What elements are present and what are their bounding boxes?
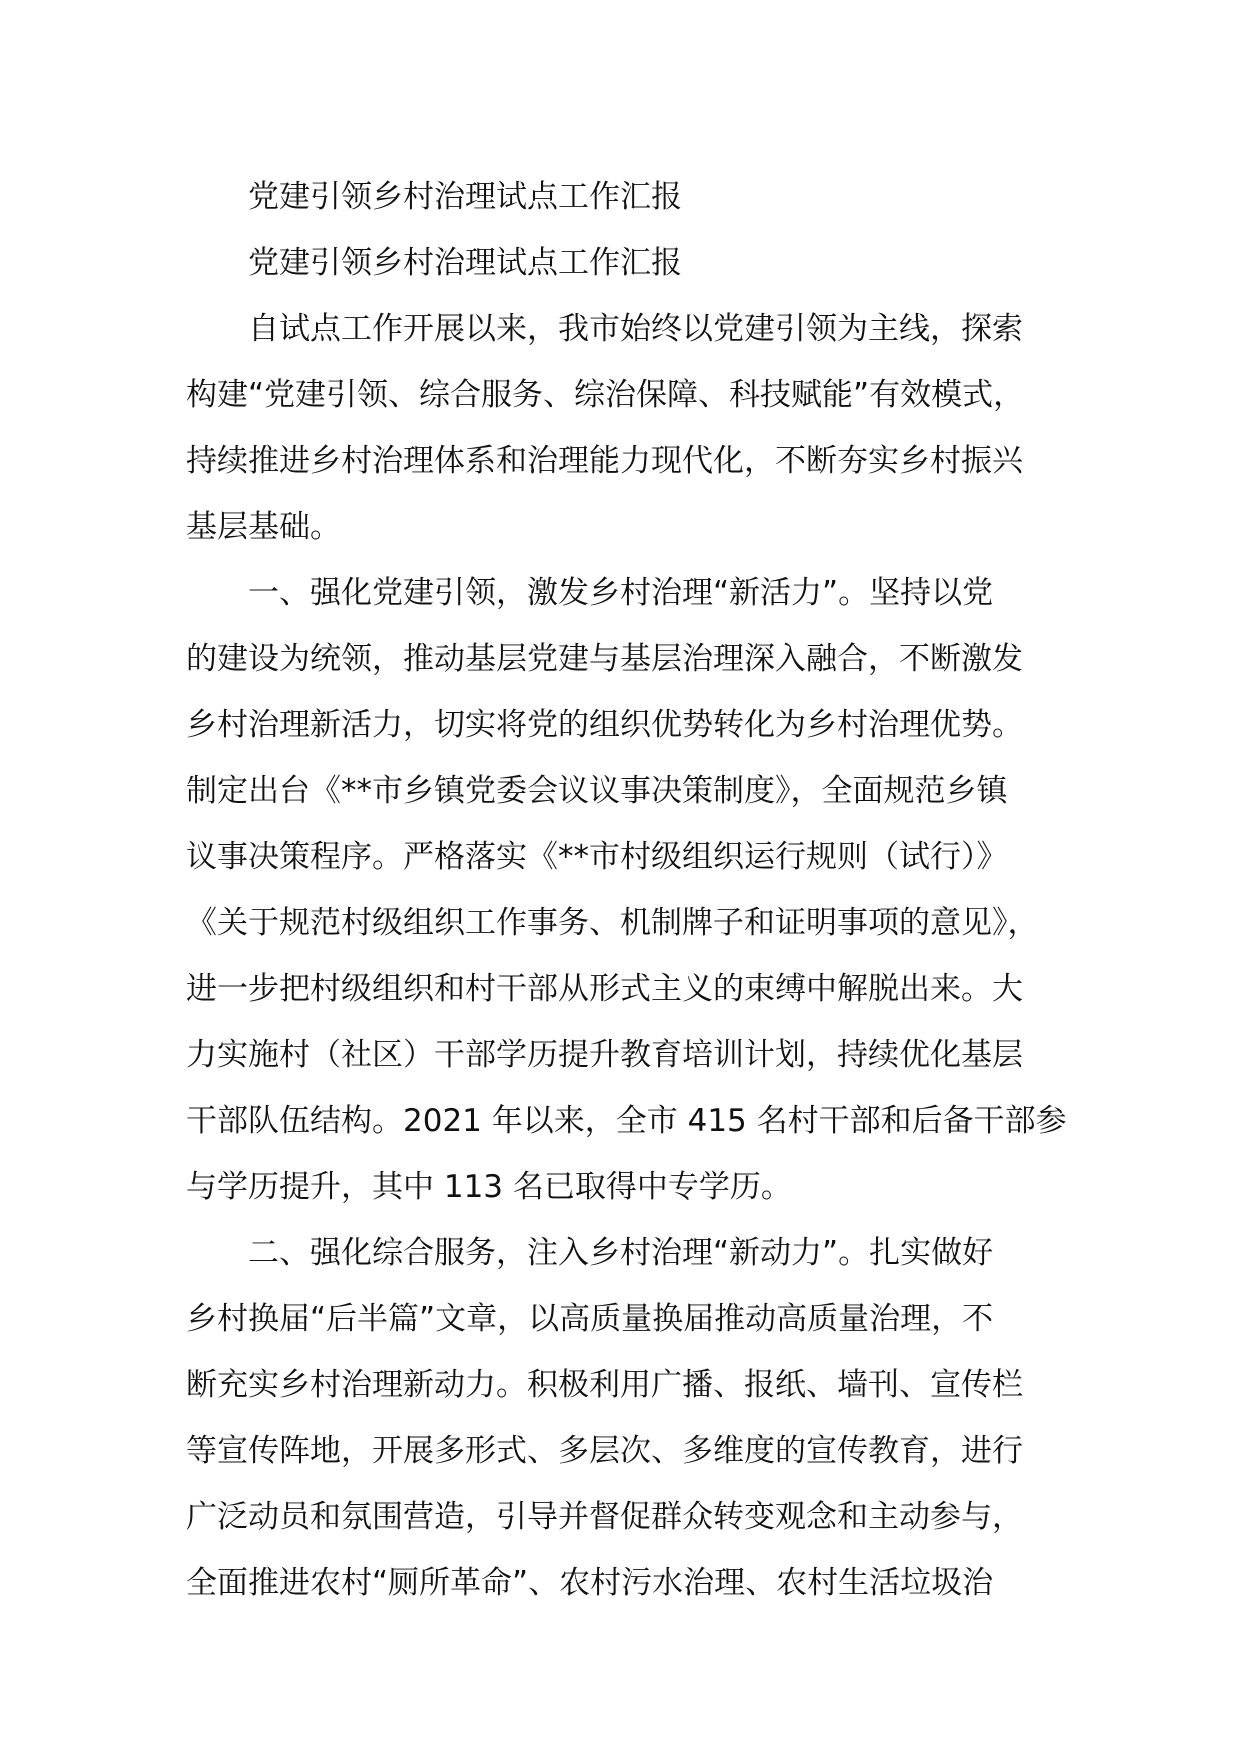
section1-paragraph-line: 一、强化党建引领，激发乡村治理“新活力”。坚持以党 [248,575,994,611]
section2-paragraph-line: 乡村换届“后半篇”文章，以高质量换届推动高质量治理，不 [186,1301,994,1337]
section1-paragraph-line: 与学历提升，其中 113 名已取得中专学历。 [186,1169,792,1205]
intro-paragraph-line: 自试点工作开展以来，我市始终以党建引领为主线，探索 [248,311,1023,347]
section1-paragraph-line: 干部队伍结构。2021 年以来，全市 415 名村干部和后备干部参 [186,1103,1067,1139]
section2-paragraph-line: 全面推进农村“厕所革命”、农村污水治理、农村生活垃圾治 [186,1565,994,1601]
section2-paragraph-line: 广泛动员和氛围营造，引导并督促群众转变观念和主动参与， [186,1499,1023,1535]
document-body [186,164,1076,1616]
section1-paragraph-line: 议事决策程序。严格落实《**市村级组织运行规则（试行）》 [186,839,1008,875]
section2-paragraph-line: 二、强化综合服务，注入乡村治理“新动力”。扎实做好 [248,1235,994,1271]
section1-paragraph-line: 力实施村（社区）干部学历提升教育培训计划，持续优化基层 [186,1037,1023,1073]
section1-paragraph-line: 制定出台《**市乡镇党委会议议事决策制度》，全面规范乡镇 [186,773,1008,809]
section2-paragraph-line: 等宣传阵地，开展多形式、多层次、多维度的宣传教育，进行 [186,1433,1023,1469]
section1-paragraph-line: 乡村治理新活力，切实将党的组织优势转化为乡村治理优势。 [186,707,1023,743]
intro-paragraph-line: 持续推进乡村治理体系和治理能力现代化，不断夯实乡村振兴 [186,443,1023,479]
document-subtitle: 党建引领乡村治理试点工作汇报 [248,245,682,281]
section2-paragraph-line: 断充实乡村治理新动力。积极利用广播、报纸、墙刊、宣传栏 [186,1367,1023,1403]
intro-paragraph-line: 基层基础。 [186,509,341,545]
section1-paragraph-line: 进一步把村级组织和村干部从形式主义的束缚中解脱出来。大 [186,971,1023,1007]
section1-paragraph-line: 《关于规范村级组织工作事务、机制牌子和证明事项的意见》， [186,905,1039,941]
document-title: 党建引领乡村治理试点工作汇报 [248,179,682,215]
section1-paragraph-line: 的建设为统领，推动基层党建与基层治理深入融合，不断激发 [186,641,1023,677]
intro-paragraph-line: 构建“党建引领、综合服务、综治保障、科技赋能”有效模式， [186,377,1025,413]
